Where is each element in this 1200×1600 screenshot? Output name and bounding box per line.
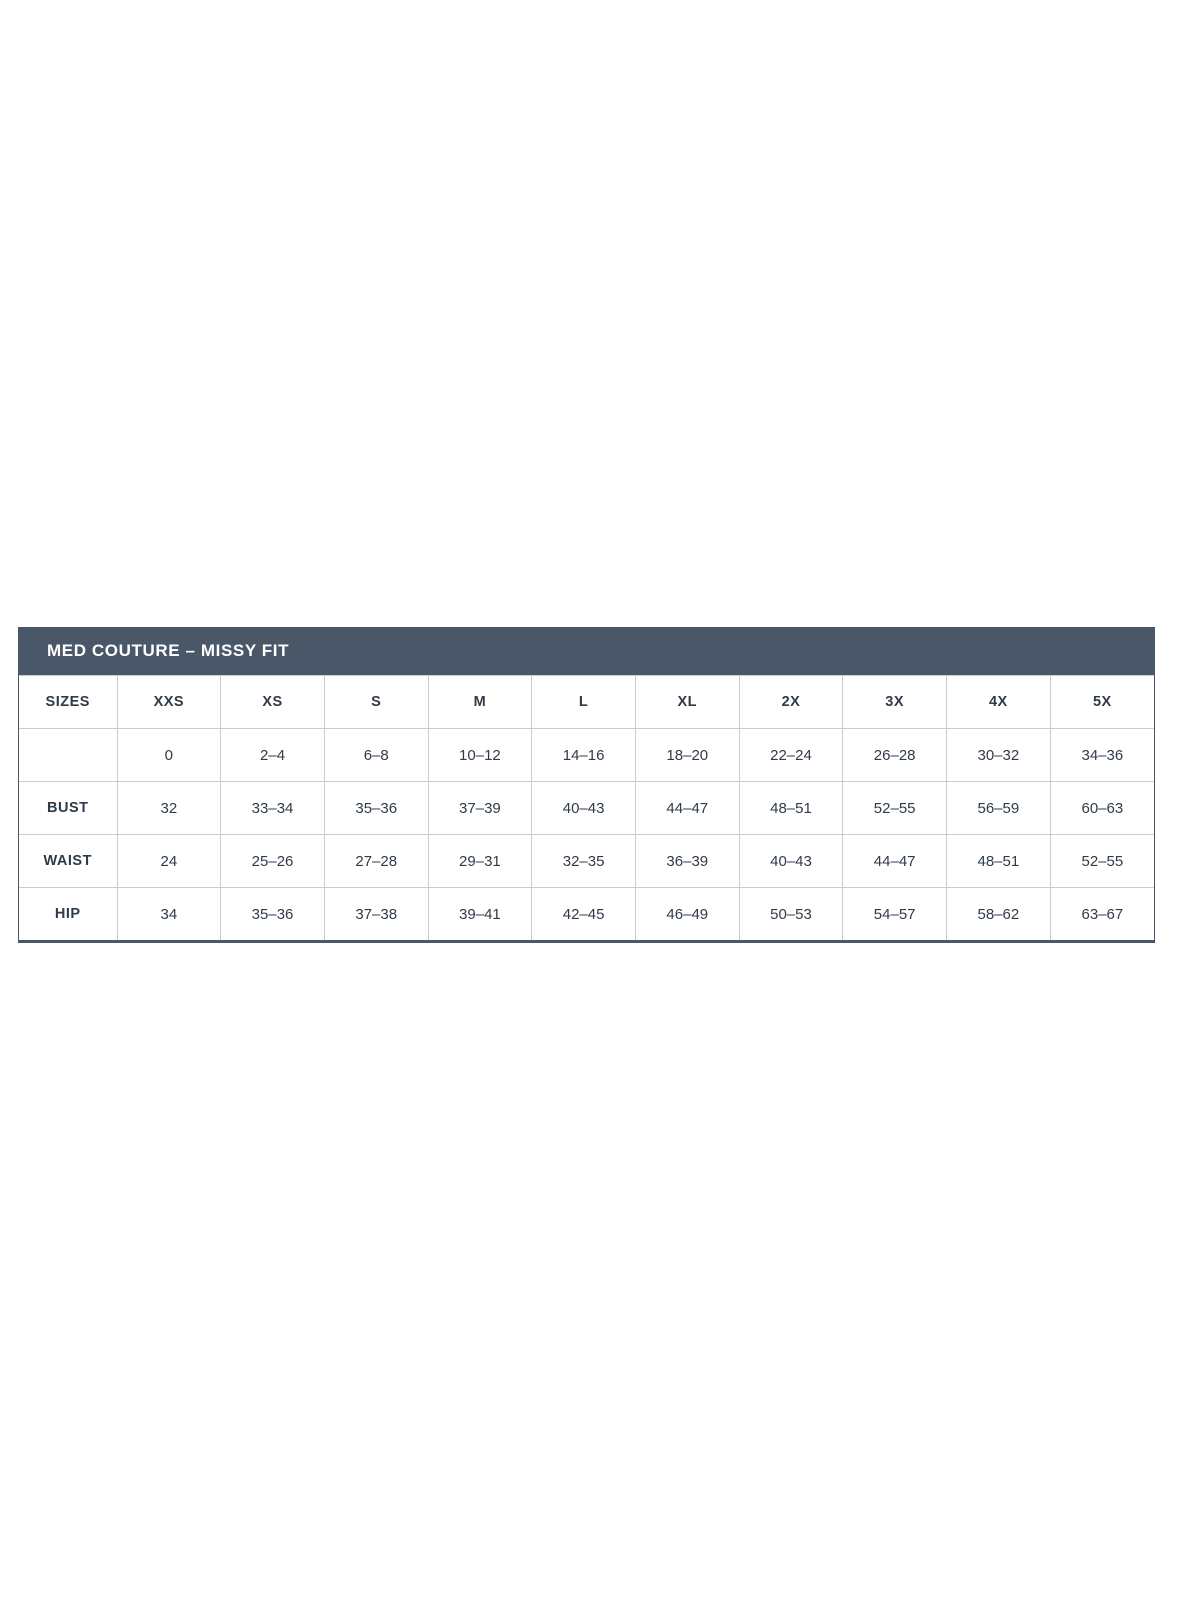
table-cell: 46–49 (635, 888, 739, 941)
table-cell: 44–47 (635, 782, 739, 835)
column-header-xs: XS (221, 676, 325, 729)
row-label-bust: BUST (19, 782, 117, 835)
column-header-sizes: SIZES (19, 676, 117, 729)
table-cell: 52–55 (843, 782, 947, 835)
column-header-2x: 2X (739, 676, 843, 729)
table-cell: 33–34 (221, 782, 325, 835)
page-title: MED COUTURE – MISSY FIT (47, 641, 290, 660)
table-cell: 56–59 (947, 782, 1051, 835)
table-cell: 40–43 (739, 835, 843, 888)
table-cell: 35–36 (324, 782, 428, 835)
table-cell: 42–45 (532, 888, 636, 941)
table-row (19, 835, 1154, 888)
size-chart-header (19, 627, 1154, 675)
table-header-row (19, 676, 1154, 729)
table-cell: 0 (117, 729, 221, 782)
size-chart-table (19, 675, 1154, 940)
table-cell: 6–8 (324, 729, 428, 782)
table-cell: 36–39 (635, 835, 739, 888)
table-cell: 14–16 (532, 729, 636, 782)
table-row (19, 729, 1154, 782)
table-cell: 29–31 (428, 835, 532, 888)
table-cell: 39–41 (428, 888, 532, 941)
table-cell: 32 (117, 782, 221, 835)
table-cell: 10–12 (428, 729, 532, 782)
row-label-hip: HIP (19, 888, 117, 941)
table-cell: 30–32 (947, 729, 1051, 782)
table-cell: 37–39 (428, 782, 532, 835)
table-cell: 35–36 (221, 888, 325, 941)
table-cell: 54–57 (843, 888, 947, 941)
table-cell: 2–4 (221, 729, 325, 782)
table-body (19, 729, 1154, 941)
table-cell: 34–36 (1050, 729, 1154, 782)
table-cell: 18–20 (635, 729, 739, 782)
table-cell: 34 (117, 888, 221, 941)
table-cell: 26–28 (843, 729, 947, 782)
column-header-l: L (532, 676, 636, 729)
table-row (19, 888, 1154, 941)
table-cell: 24 (117, 835, 221, 888)
column-header-4x: 4X (947, 676, 1051, 729)
table-cell: 48–51 (947, 835, 1051, 888)
table-header (19, 676, 1154, 729)
table-cell: 37–38 (324, 888, 428, 941)
column-header-s: S (324, 676, 428, 729)
column-header-5x: 5X (1050, 676, 1154, 729)
table-cell: 50–53 (739, 888, 843, 941)
row-label-numeric-sizes (19, 729, 117, 782)
table-cell: 48–51 (739, 782, 843, 835)
row-label-waist: WAIST (19, 835, 117, 888)
table-cell: 22–24 (739, 729, 843, 782)
table-row (19, 782, 1154, 835)
table-cell: 32–35 (532, 835, 636, 888)
table-cell: 60–63 (1050, 782, 1154, 835)
column-header-3x: 3X (843, 676, 947, 729)
table-cell: 27–28 (324, 835, 428, 888)
size-chart (18, 627, 1155, 943)
table-cell: 44–47 (843, 835, 947, 888)
column-header-m: M (428, 676, 532, 729)
table-cell: 63–67 (1050, 888, 1154, 941)
table-cell: 25–26 (221, 835, 325, 888)
table-cell: 58–62 (947, 888, 1051, 941)
table-cell: 40–43 (532, 782, 636, 835)
column-header-xl: XL (635, 676, 739, 729)
table-cell: 52–55 (1050, 835, 1154, 888)
column-header-xxs: XXS (117, 676, 221, 729)
